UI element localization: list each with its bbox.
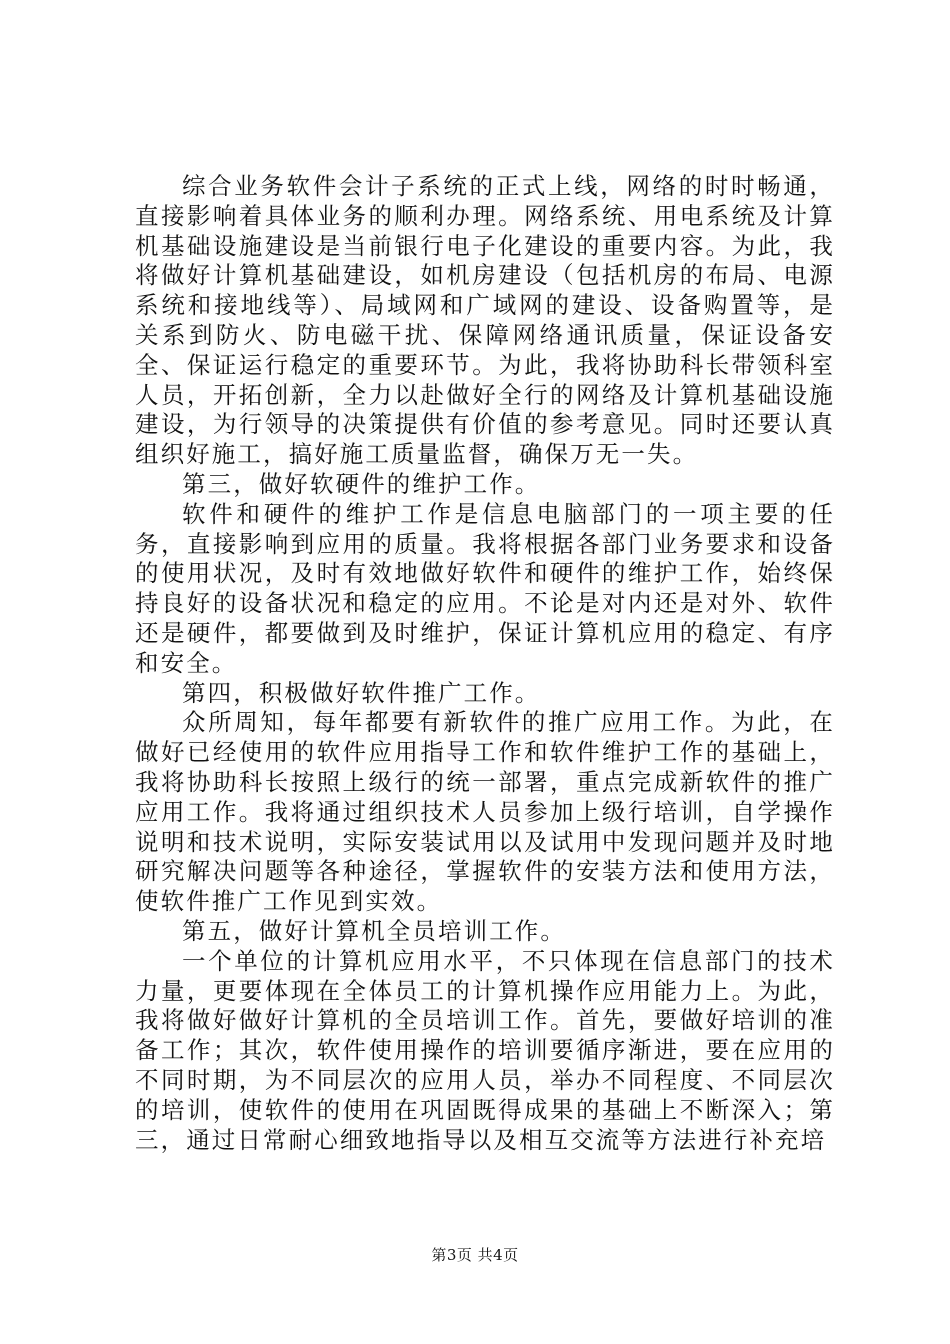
paragraph-maintenance: 软件和硬件的维护工作是信息电脑部门的一项主要的任务，直接影响到应用的质量。我将根据各部门业务要求和设备的使用状况，及时有效地做好软件和硬件的维护工作，始终保持良好的设备状况和稳定的应用。不论是对内还是对外、软件还是硬件，都要做到及时维护，保证计算机应用的稳定、有序和安全。	[135, 499, 835, 677]
paragraph-software-promotion: 众所周知，每年都要有新软件的推广应用工作。为此，在做好已经使用的软件应用指导工作和软件维护工作的基础上，我将协助科长按照上级行的统一部署，重点完成新软件的推广应用工作。我将通过组织技术人员参加上级行培训，自学操作说明和技术说明，实际安装试用以及试用中发现问题并及时地研究解决问题等各种途径，掌握软件的安装方法和使用方法，使软件推广工作见到实效。	[135, 708, 835, 916]
page-number-footer: 第3页 共4页	[431, 1246, 519, 1264]
document-body	[135, 172, 835, 1155]
heading-fifth-training: 第五，做好计算机全员培训工作。	[182, 916, 566, 945]
paragraph-network-infrastructure: 综合业务软件会计子系统的正式上线，网络的时时畅通，直接影响着具体业务的顺利办理。网络系统、用电系统及计算机基础设施建设是当前银行电子化建设的重要内容。为此，我将做好计算机基础建设，如机房建设（包括机房的布局、电源系统和接地线等）、局域网和广域网的建设、设备购置等，是关系到防火、防电磁干扰、保障网络通讯质量，保证设备安全、保证运行稳定的重要环节。为此，我将协助科长带领科室人员，开拓创新，全力以赴做好全行的网络及计算机基础设施建设，为行领导的决策提供有价值的参考意见。同时还要认真组织好施工，搞好施工质量监督，确保万无一失。	[135, 172, 835, 469]
heading-third-maintenance: 第三，做好软硬件的维护工作。	[182, 469, 541, 498]
paragraph-training: 一个单位的计算机应用水平，不只体现在信息部门的技术力量，更要体现在全体员工的计算机操作应用能力上。为此，我将做好做好计算机的全员培训工作。首先，要做好培训的准备工作；其次，软件使用操作的培训要循序渐进，要在应用的不同时期，为不同层次的应用人员，举办不同程度、不同层次的培训，使软件的使用在巩固既得成果的基础上不断深入；第三，通过日常耐心细致地指导以及相互交流等方法进行补充培	[135, 946, 835, 1154]
heading-fourth-software-promotion: 第四，积极做好软件推广工作。	[182, 678, 541, 707]
